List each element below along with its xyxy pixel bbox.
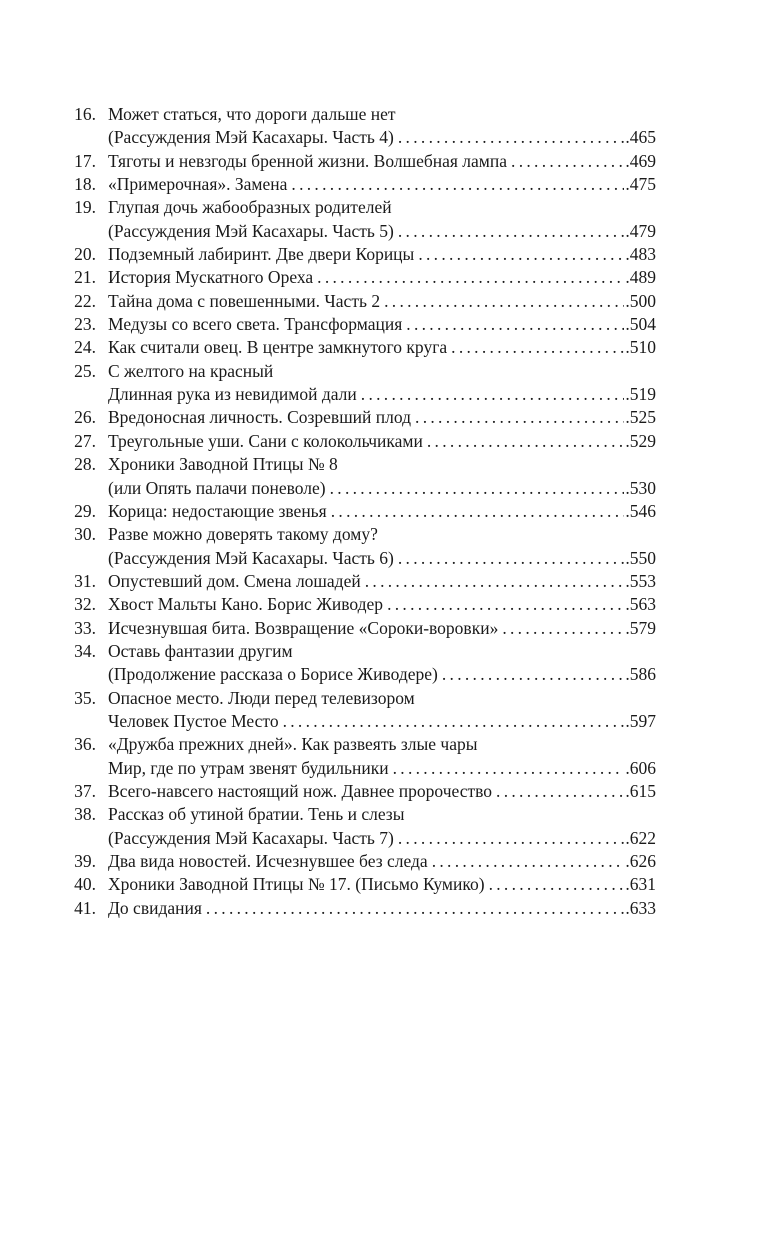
- chapter-title: Человек Пустое Место: [108, 710, 279, 731]
- dot-leader: [406, 313, 624, 336]
- dot-leader: [291, 173, 624, 196]
- chapter-number: 28.: [74, 454, 96, 475]
- toc-entry[interactable]: [60, 103, 656, 150]
- chapter-number: 34.: [74, 640, 96, 661]
- dot-leader: [418, 243, 624, 266]
- page-number: .626: [625, 851, 656, 871]
- chapter-number: 22.: [74, 290, 96, 311]
- toc-line: [60, 266, 656, 289]
- chapter-title: Треугольные уши. Сани с колокольчиками: [108, 430, 423, 451]
- chapter-title: Тяготы и невзгоды бренной жизни. Волшебная лампа: [108, 150, 508, 171]
- chapter-title: (Рассуждения Мэй Касахары. Часть 5): [108, 220, 394, 241]
- chapter-title: (Продолжение рассказа о Борисе Живодере): [108, 664, 438, 685]
- chapter-number: 30.: [74, 524, 96, 545]
- chapter-title: С желтого на красный: [108, 360, 274, 381]
- chapter-number: 32.: [74, 594, 96, 615]
- dot-leader: [330, 477, 625, 500]
- chapter-title: Как считали овец. В центре замкнутого круга: [108, 337, 448, 358]
- chapter-title: Тайна дома с повешенными. Часть 2: [108, 290, 381, 311]
- toc-entry[interactable]: [60, 360, 656, 407]
- dot-leader: [451, 336, 624, 359]
- toc-entry[interactable]: [60, 780, 656, 803]
- table-of-contents: [60, 103, 656, 920]
- toc-line: [60, 243, 656, 266]
- page-number: .586: [625, 664, 656, 685]
- page-number: .479: [625, 220, 656, 241]
- chapter-number: 27.: [74, 430, 96, 451]
- chapter-title: До свидания: [108, 897, 202, 918]
- page-number: .563: [625, 594, 656, 615]
- dot-leader: [489, 873, 625, 896]
- toc-line: [60, 103, 656, 126]
- chapter-number: 17.: [74, 150, 96, 171]
- toc-line: [60, 406, 656, 429]
- toc-entry[interactable]: [60, 453, 656, 500]
- chapter-title: Разве можно доверять такому дому?: [108, 524, 378, 545]
- chapter-number: 36.: [74, 734, 96, 755]
- chapter-number: 16.: [74, 104, 96, 124]
- chapter-number: 24.: [74, 337, 96, 358]
- page-number: .500: [625, 290, 656, 311]
- toc-entry[interactable]: [60, 150, 656, 173]
- chapter-number: 31.: [74, 570, 96, 591]
- dot-leader: [393, 757, 625, 780]
- chapter-title: (или Опять палачи поневоле): [108, 477, 326, 498]
- toc-entry[interactable]: [60, 873, 656, 896]
- toc-entry[interactable]: [60, 500, 656, 523]
- toc-line: [60, 173, 656, 196]
- toc-entry[interactable]: [60, 313, 656, 336]
- chapter-number: 20.: [74, 244, 96, 265]
- chapter-title: Медузы со всего света. Трансформация: [108, 314, 403, 335]
- dot-leader: [283, 710, 625, 733]
- page-number: .529: [625, 430, 656, 451]
- toc-line: [60, 873, 656, 896]
- chapter-title: Глупая дочь жабообразных родителей: [108, 197, 392, 218]
- page-number: .465: [625, 127, 656, 148]
- dot-leader: [361, 383, 625, 406]
- dot-leader: [384, 290, 624, 313]
- chapter-title: Рассказ об утиной братии. Тень и слезы: [108, 804, 405, 825]
- chapter-title: Корица: недостающие звенья: [108, 500, 327, 521]
- page-number: .546: [625, 500, 656, 521]
- page-number: .469: [625, 150, 656, 171]
- chapter-title: (Рассуждения Мэй Касахары. Часть 6): [108, 547, 394, 568]
- page-number: .622: [625, 827, 656, 848]
- page-number: .631: [625, 874, 656, 895]
- toc-entry[interactable]: [60, 406, 656, 429]
- toc-entry[interactable]: [60, 687, 656, 734]
- dot-leader: [427, 430, 625, 453]
- page-number: .606: [625, 757, 656, 778]
- dot-leader: [442, 663, 625, 686]
- page-number: .550: [625, 547, 656, 568]
- chapter-number: 41.: [74, 897, 96, 918]
- dot-leader: [206, 897, 624, 920]
- page-number: .579: [625, 617, 656, 638]
- toc-line: [60, 500, 656, 523]
- chapter-title: «Дружба прежних дней». Как развеять злые чары: [108, 734, 478, 755]
- chapter-title: Может статься, что дороги дальше нет: [108, 104, 396, 124]
- chapter-title: Вредоносная личность. Созревший плод: [108, 407, 412, 428]
- toc-line: [60, 313, 656, 336]
- page-number: .597: [625, 710, 656, 731]
- toc-entry[interactable]: [60, 617, 656, 640]
- chapter-title: Хвост Мальты Кано. Борис Живодер: [108, 594, 384, 615]
- toc-line: [60, 640, 656, 663]
- toc-line: [60, 733, 656, 756]
- toc-entry[interactable]: [60, 523, 656, 570]
- page-number: .483: [625, 244, 656, 265]
- page-number: .615: [625, 780, 656, 801]
- toc-line: [60, 383, 656, 406]
- page-number: .553: [625, 570, 656, 591]
- toc-entry[interactable]: [60, 570, 656, 593]
- toc-line: [60, 827, 656, 850]
- toc-line: [60, 196, 656, 219]
- toc-entry[interactable]: [60, 640, 656, 687]
- toc-line: [60, 687, 656, 710]
- dot-leader: [398, 547, 625, 570]
- toc-entry[interactable]: [60, 897, 656, 920]
- toc-entry[interactable]: [60, 196, 656, 243]
- dot-leader: [331, 500, 625, 523]
- chapter-number: 40.: [74, 874, 96, 895]
- chapter-number: 29.: [74, 500, 96, 521]
- chapter-number: 25.: [74, 360, 96, 381]
- dot-leader: [387, 593, 624, 616]
- page-number: .475: [625, 174, 656, 195]
- dot-leader: [511, 150, 624, 173]
- toc-entry[interactable]: [60, 290, 656, 313]
- chapter-title: (Рассуждения Мэй Касахары. Часть 4): [108, 127, 394, 148]
- dot-leader: [365, 570, 625, 593]
- page-number: .525: [625, 407, 656, 428]
- chapter-title: Хроники Заводной Птицы № 8: [108, 454, 338, 475]
- toc-line: [60, 126, 656, 149]
- dot-leader: [398, 126, 625, 149]
- chapter-title: (Рассуждения Мэй Касахары. Часть 7): [108, 827, 394, 848]
- toc-line: [60, 360, 656, 383]
- toc-line: [60, 290, 656, 313]
- toc-line: [60, 710, 656, 733]
- toc-line: [60, 593, 656, 616]
- dot-leader: [398, 827, 625, 850]
- chapter-number: 38.: [74, 804, 96, 825]
- toc-line: [60, 336, 656, 359]
- toc-line: [60, 150, 656, 173]
- chapter-title: Два вида новостей. Исчезнувшее без следа: [108, 851, 428, 871]
- page-number: .530: [625, 477, 656, 498]
- chapter-number: 18.: [74, 174, 96, 195]
- page-number: .510: [625, 337, 656, 358]
- dot-leader: [398, 220, 625, 243]
- dot-leader: [317, 266, 624, 289]
- toc-line: [60, 570, 656, 593]
- toc-line: [60, 477, 656, 500]
- toc-entry[interactable]: [60, 336, 656, 359]
- toc-line: [60, 803, 656, 826]
- chapter-title: История Мускатного Ореха: [108, 267, 314, 288]
- chapter-number: 37.: [74, 780, 96, 801]
- page-number: .489: [625, 267, 656, 288]
- toc-line: [60, 547, 656, 570]
- toc-line: [60, 430, 656, 453]
- chapter-title: Оставь фантазии другим: [108, 640, 293, 661]
- chapter-title: Хроники Заводной Птицы № 17. (Письмо Кумико): [108, 874, 485, 895]
- toc-line: [60, 663, 656, 686]
- toc-line: [60, 453, 656, 476]
- toc-entry[interactable]: [60, 173, 656, 196]
- chapter-number: 23.: [74, 314, 96, 335]
- page-number: .519: [625, 384, 656, 405]
- chapter-title: Длинная рука из невидимой дали: [108, 384, 357, 405]
- toc-entry[interactable]: [60, 850, 656, 873]
- chapter-title: Всего-навсего настоящий нож. Давнее пророчество: [108, 780, 493, 801]
- toc-line: [60, 780, 656, 803]
- toc-entry[interactable]: [60, 430, 656, 453]
- toc-entry[interactable]: [60, 243, 656, 266]
- chapter-title: Подземный лабиринт. Две двери Корицы: [108, 244, 415, 265]
- chapter-title: «Примерочная». Замена: [108, 174, 288, 195]
- toc-entry[interactable]: [60, 266, 656, 289]
- toc-line: [60, 523, 656, 546]
- chapter-title: Мир, где по утрам звенят будильники: [108, 757, 389, 778]
- chapter-number: 39.: [74, 851, 96, 871]
- chapter-title: Опустевший дом. Смена лошадей: [108, 570, 361, 591]
- toc-line: [60, 220, 656, 243]
- toc-line: [60, 850, 656, 873]
- chapter-number: 21.: [74, 267, 96, 288]
- chapter-title: Исчезнувшая бита. Возвращение «Сороки-воровки»: [108, 617, 499, 638]
- dot-leader: [415, 406, 624, 429]
- dot-leader: [496, 780, 624, 803]
- toc-line: [60, 617, 656, 640]
- toc-entry[interactable]: [60, 803, 656, 850]
- chapter-title: Опасное место. Люди перед телевизором: [108, 687, 415, 708]
- chapter-number: 33.: [74, 617, 96, 638]
- toc-entry[interactable]: [60, 593, 656, 616]
- chapter-number: 19.: [74, 197, 96, 218]
- toc-line: [60, 757, 656, 780]
- toc-line: [60, 897, 656, 920]
- chapter-number: 26.: [74, 407, 96, 428]
- toc-entry[interactable]: [60, 733, 656, 780]
- dot-leader: [432, 850, 625, 873]
- chapter-number: 35.: [74, 687, 96, 708]
- page-number: .504: [625, 314, 656, 335]
- dot-leader: [502, 617, 624, 640]
- page-number: .633: [625, 897, 656, 918]
